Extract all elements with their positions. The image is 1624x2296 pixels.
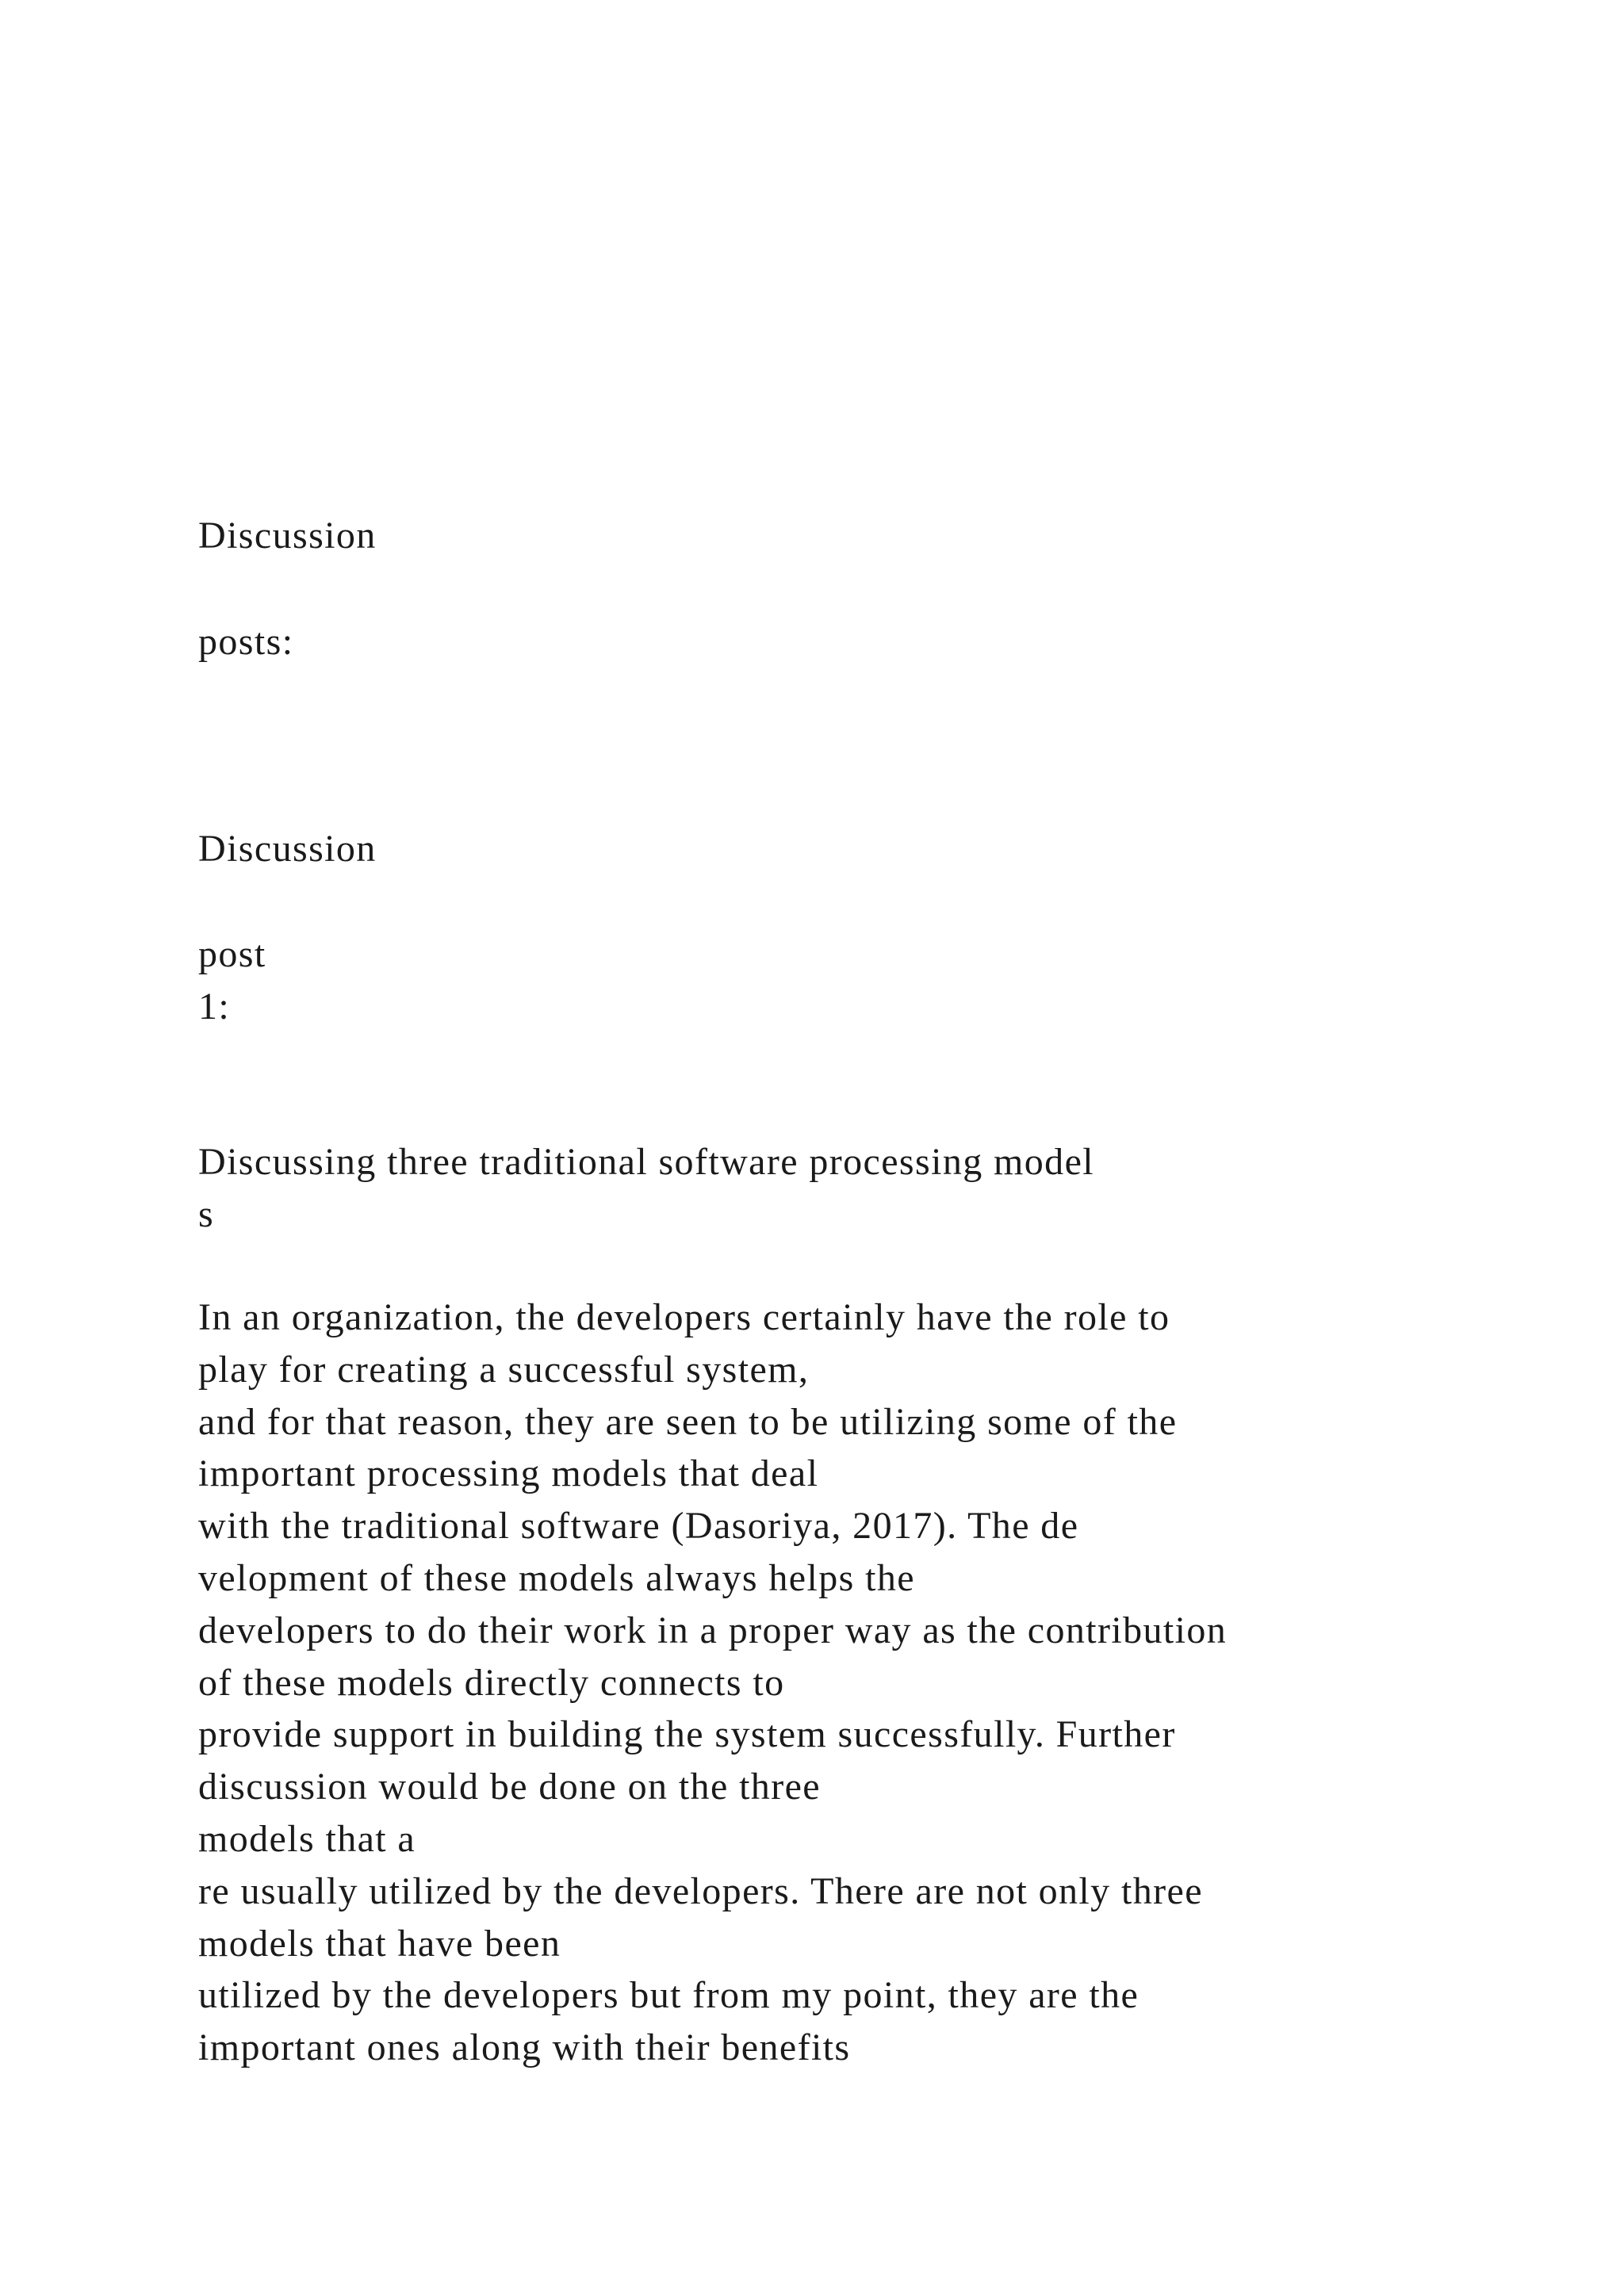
post-heading-post-word: post: [198, 933, 266, 975]
post-heading-number: 1:: [198, 985, 231, 1027]
body-line: important processing models that deal: [198, 1452, 819, 1494]
body-line: utilized by the developers but from my point, they are the: [198, 1974, 1139, 2016]
section-title-line-1: Discussing three traditional software processing model: [198, 1141, 1095, 1183]
body-line: discussion would be done on the three: [198, 1766, 821, 1808]
body-line: of these models directly connects to: [198, 1662, 785, 1704]
body-line: In an organization, the developers certainly have the role to: [198, 1296, 1170, 1338]
body-line: and for that reason, they are seen to be utilizing some of the: [198, 1401, 1178, 1443]
section-title-line-2: s: [198, 1193, 215, 1235]
body-line: important ones along with their benefits: [198, 2026, 851, 2068]
header-posts-label: posts:: [198, 621, 294, 663]
body-line: models that a: [198, 1818, 416, 1860]
post-heading-discussion-word: Discussion: [198, 828, 377, 870]
body-line: play for creating a successful system,: [198, 1349, 810, 1391]
body-line: provide support in building the system successfully. Further: [198, 1713, 1176, 1755]
body-line: models that have been: [198, 1923, 561, 1965]
body-line: velopment of these models always helps the: [198, 1557, 915, 1599]
body-line: developers to do their work in a proper way as the contribution: [198, 1609, 1228, 1651]
body-line: re usually utilized by the developers. There are not only three: [198, 1870, 1203, 1912]
header-discussion-word: Discussion: [198, 515, 377, 557]
body-line: with the traditional software (Dasoriya, 2017). The de: [198, 1505, 1079, 1547]
